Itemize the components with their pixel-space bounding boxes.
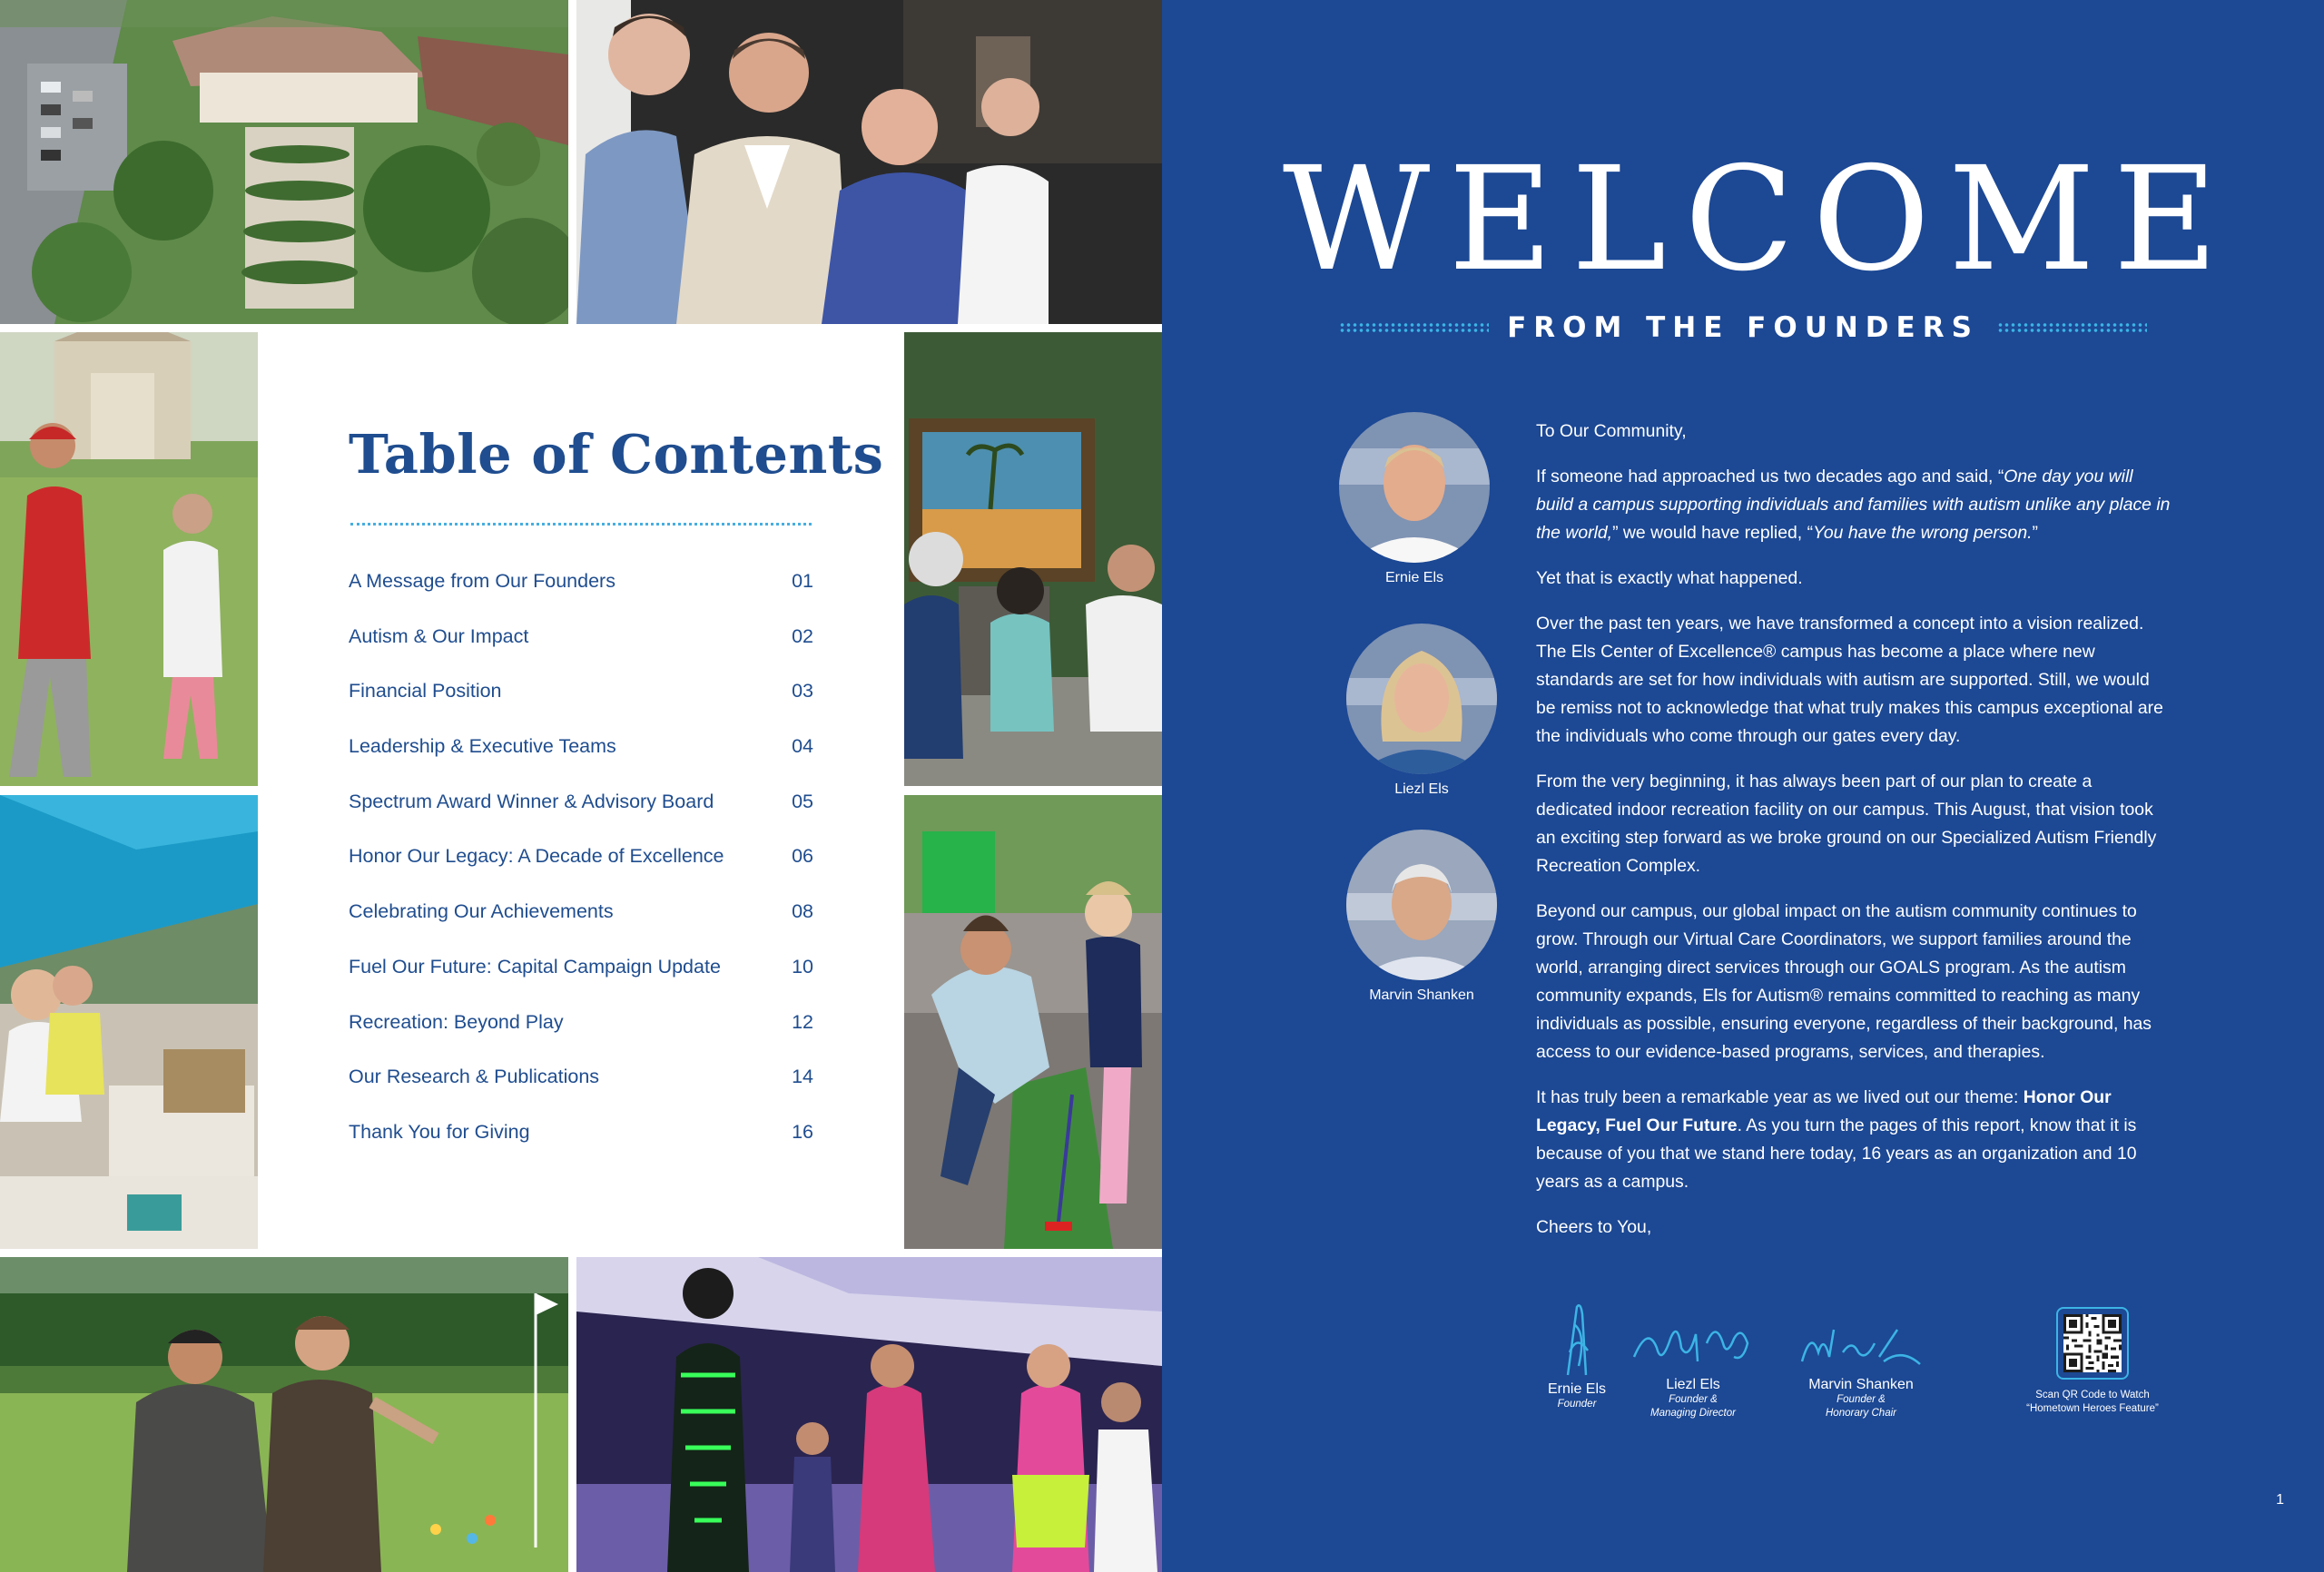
- signature-name: Ernie Els: [1547, 1381, 1607, 1397]
- welcome-subtitle: FROM THE FOUNDERS: [1507, 311, 1979, 344]
- signature-title-line-2: Managing Director: [1650, 1408, 1736, 1419]
- toc-item-page: 02: [792, 624, 813, 647]
- toc-list: [349, 570, 813, 1176]
- founders-letter: [1536, 418, 2324, 1259]
- signature-ernie-els: [1518, 1298, 1636, 1411]
- signature-liezl-els: [1625, 1312, 1761, 1420]
- letter-p6-end: . As you turn the pages of this report, know that it is because of you that we stand here today, 16 years as an organization and 10 years as a campus.: [1536, 1115, 2137, 1192]
- toc-item-recreation[interactable]: [349, 1011, 813, 1066]
- welcome-title: WELCOME: [1282, 136, 2237, 303]
- letter-p1-intro: If someone had approached us two decades ago and said, “: [1536, 467, 2004, 486]
- toc-item-page: 10: [792, 955, 813, 978]
- toc-item-spectrum-award[interactable]: [349, 791, 813, 846]
- welcome-subtitle-row: [1339, 307, 2147, 349]
- signature-name: Marvin Shanken: [1808, 1377, 1914, 1392]
- qr-code[interactable]: [2056, 1307, 2129, 1380]
- page-number: 1: [2276, 1492, 2284, 1508]
- toc-item-financial-position[interactable]: [349, 680, 813, 735]
- dotted-divider-right: [1997, 322, 2147, 333]
- portrait-ernie-els: [1339, 412, 1490, 563]
- letter-p6-start: It has truly been a remarkable year as we lived out our theme:: [1536, 1087, 2024, 1107]
- letter-p6-theme: Honor Our Legacy, Fuel Our Future: [1536, 1087, 2112, 1135]
- toc-item-label: Honor Our Legacy: A Decade of Excellence: [349, 845, 724, 868]
- founder-liezl-els: [1331, 624, 1512, 798]
- letter-closing: Cheers to You,: [1536, 1217, 1652, 1237]
- photo-glow-party: [576, 1257, 1162, 1572]
- toc-item-label: Our Research & Publications: [349, 1066, 600, 1088]
- founder-name: Liezl Els: [1394, 781, 1449, 797]
- signature-marvin-shanken: [1788, 1312, 1934, 1420]
- letter-p1-mid: ” we would have replied, “: [1612, 523, 1814, 543]
- toc-item-label: A Message from Our Founders: [349, 570, 615, 592]
- letter-paragraph-5: Beyond our campus, our global impact on the autism community continues to grow. Through our Virtual Care Coordinators, we support families around the world, arranging direct services through our GOALS program. As the autism community expands, Els for Autism® remains committed to reaching as many individuals as possible, ensuring everyone, regardless of their background, has access to our evidence-based programs, services, and therapies.: [1536, 901, 2152, 1062]
- letter-paragraph-2: Yet that is exactly what happened.: [1536, 568, 1803, 588]
- signature-liezl-els-mark: [1625, 1312, 1761, 1375]
- photo-golf-lesson: [0, 1257, 568, 1572]
- letter-paragraph-6: [1536, 1084, 2171, 1196]
- toc-item-page: 14: [792, 1066, 813, 1088]
- toc-title: Table of Contents: [349, 423, 884, 486]
- toc-item-label: Financial Position: [349, 680, 502, 702]
- toc-item-label: Recreation: Beyond Play: [349, 1010, 564, 1033]
- signature-title: Founder &: [1669, 1394, 1718, 1405]
- toc-item-thank-you[interactable]: [349, 1121, 813, 1176]
- signature-title: Founder: [1557, 1399, 1597, 1410]
- photo-mini-golf: [904, 795, 1162, 1249]
- photo-baseball-kid: [0, 332, 258, 786]
- letter-p1-quote: One day you will build a campus supporting individuals and families with autism unlike any place in the world,: [1536, 467, 2171, 543]
- qr-code-block[interactable]: [2011, 1307, 2174, 1416]
- toc-item-page: 08: [792, 900, 813, 923]
- qr-caption: [2011, 1389, 2174, 1416]
- founder-name: Marvin Shanken: [1369, 987, 1474, 1003]
- toc-item-page: 16: [792, 1120, 813, 1143]
- photo-tent-event: [0, 795, 258, 1249]
- toc-item-page: 06: [792, 845, 813, 868]
- founder-name: Ernie Els: [1384, 570, 1444, 585]
- letter-paragraph-3: Over the past ten years, we have transformed a concept into a vision realized. The Els Center of Excellence® campus has become a place where new standards are set for how individuals with autism are supported. Still, we would be remiss not to acknowledge that what truly makes this campus exceptional are the individuals who come through our gates every day.: [1536, 614, 2163, 746]
- signature-name: Liezl Els: [1666, 1377, 1720, 1392]
- signature-title-line-2: Honorary Chair: [1826, 1408, 1896, 1419]
- toc-item-label: Fuel Our Future: Capital Campaign Update: [349, 955, 721, 978]
- toc-item-page: 01: [792, 570, 813, 592]
- letter-p1-end: ”: [2032, 523, 2038, 543]
- letter-salutation: To Our Community,: [1536, 421, 1687, 441]
- signature-marvin-shanken-mark: [1793, 1312, 1929, 1375]
- dotted-divider-left: [1339, 322, 1489, 333]
- toc-item-page: 05: [792, 790, 813, 812]
- toc-item-page: 04: [792, 735, 813, 758]
- right-page: [1162, 0, 2324, 1572]
- toc-item-label: Spectrum Award Winner & Advisory Board: [349, 790, 714, 812]
- toc-item-label: Autism & Our Impact: [349, 624, 529, 647]
- qr-caption-line-2: “Hometown Heroes Feature”: [2026, 1403, 2159, 1414]
- signature-title: Founder &: [1837, 1394, 1886, 1405]
- photo-kids-mural: [904, 332, 1162, 786]
- toc-item-honor-legacy[interactable]: [349, 845, 813, 900]
- toc-item-label: Celebrating Our Achievements: [349, 900, 614, 923]
- toc-item-page: 03: [792, 680, 813, 702]
- photo-founders-group: [576, 0, 1162, 324]
- portrait-liezl-els: [1346, 624, 1497, 774]
- toc-item-page: 12: [792, 1010, 813, 1033]
- toc-item-founders-message[interactable]: [349, 570, 813, 625]
- toc-item-research[interactable]: [349, 1066, 813, 1121]
- toc-item-label: Thank You for Giving: [349, 1120, 530, 1143]
- photo-campus-aerial: [0, 0, 568, 324]
- letter-paragraph-1: [1536, 463, 2171, 547]
- letter-paragraph-4: From the very beginning, it has always been part of our plan to create a dedicated indoor recreation facility on our campus. This August, that vision took an exciting step forward as we broke ground on our Specialized Autism Friendly Recreation Complex.: [1536, 771, 2157, 876]
- table-of-contents: [258, 332, 904, 1249]
- founder-ernie-els: [1324, 412, 1505, 586]
- letter-p1-reply: You have the wrong person.: [1813, 523, 2033, 543]
- portrait-marvin-shanken: [1346, 830, 1497, 980]
- toc-item-leadership[interactable]: [349, 735, 813, 791]
- founder-marvin-shanken: [1331, 830, 1512, 1004]
- toc-item-achievements[interactable]: [349, 900, 813, 956]
- toc-item-label: Leadership & Executive Teams: [349, 735, 616, 758]
- signature-ernie-els-mark: [1550, 1298, 1604, 1380]
- toc-item-fuel-future[interactable]: [349, 956, 813, 1011]
- toc-item-autism-impact[interactable]: [349, 625, 813, 681]
- qr-caption-line-1: Scan QR Code to Watch: [2035, 1390, 2150, 1400]
- toc-divider: [350, 523, 812, 526]
